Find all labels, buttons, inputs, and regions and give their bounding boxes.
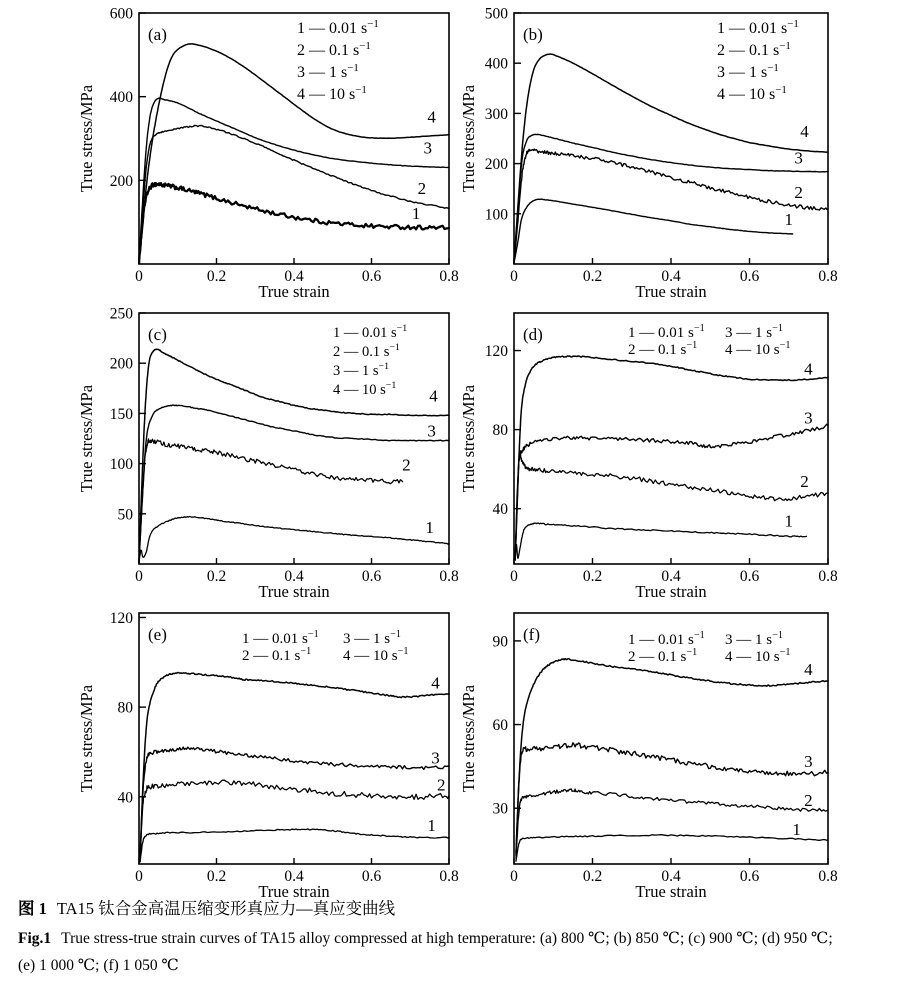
curve-2 [140,780,449,859]
y-tick-label: 100 [484,206,508,224]
chart-c [0,300,460,600]
y-tick-label: 400 [484,55,508,73]
curve-label-4: 4 [429,386,438,406]
legend-entry-3: 3 — 1 $s^{-1}$ [343,629,401,647]
y-tick-label: 200 [109,355,133,373]
x-tick-label: 0.6 [739,268,760,285]
x-axis-title: True strain [258,882,330,900]
figure-caption [18,901,910,986]
x-axis-title: True strain [258,282,330,300]
curve-label-1: 1 [784,511,793,531]
subplot-e [0,600,460,900]
curve-4 [139,44,449,263]
chart-b [460,0,920,300]
x-tick-label: 0.4 [661,268,681,285]
curve-4 [516,659,828,853]
y-tick-label: 150 [109,405,133,423]
legend-entry-4: 4 — 10 $s^{-1}$ [725,340,791,358]
x-axis-title: True strain [635,882,707,900]
chart-a [0,0,460,300]
x-tick-label: 0.2 [206,268,227,285]
caption-cn-prefix: 图 1 [18,899,47,918]
curve-label-1: 1 [792,820,801,840]
caption-english-line1 [18,931,910,947]
x-tick-label: 0 [510,268,518,285]
curve-2 [139,439,403,562]
legend-entry-3: 3 — 1 $s^{-1}$ [725,323,783,341]
x-tick-label: 0.6 [361,568,382,585]
curve-1 [140,829,449,862]
curve-1 [516,835,828,862]
caption-english-line2 [18,958,910,974]
curve-1 [139,183,449,263]
legend-entry-2: 2 — 0.1 $s^{-1}$ [242,646,312,664]
y-tick-label: 600 [109,5,133,23]
y-tick-label: 30 [492,800,508,818]
subplot-a [0,0,460,300]
x-tick-label: 0.6 [361,268,382,285]
x-tick-label: 0.6 [739,868,760,885]
legend-entry-2: 2 — 0.1 $s^{-1}$ [333,342,400,360]
panel-label: (c) [148,325,167,344]
y-tick-label: 300 [484,105,508,123]
curve-1 [515,523,806,560]
y-tick-label: 120 [484,343,508,361]
y-axis-title: True stress/MPa [460,384,478,493]
caption-cn-text: TA15 钛合金高温压缩变形真应力—真应变曲线 [56,899,396,918]
y-tick-label: 40 [492,501,508,519]
caption-en-prefix: Fig.1 [18,929,52,947]
curve-4 [140,673,449,856]
curve-label-3: 3 [431,748,440,768]
curve-3 [139,98,449,263]
y-tick-label: 120 [109,609,133,627]
legend-entry-2: 2 — 0.1 $s^{-1}$ [628,647,698,665]
chart-d [460,300,920,600]
y-tick-label: 200 [484,156,508,174]
caption-en-text2: (e) 1 000 ℃; (f) 1 050 ℃ [18,957,179,974]
x-tick-label: 0.2 [582,568,603,585]
curve-label-1: 1 [425,517,434,537]
y-axis-title: True stress/MPa [77,384,96,493]
x-tick-label: 0.2 [582,268,603,285]
panel-label: (f) [523,625,540,644]
subplot-d [460,300,920,600]
panel-label: (e) [148,625,167,644]
legend-entry-1: 1 — 0.01 $s^{-1}$ [628,323,705,341]
x-tick-label: 0.4 [661,868,681,885]
curve-label-1: 1 [427,815,436,835]
curve-label-1: 1 [411,203,421,223]
x-tick-label: 0.8 [439,868,459,885]
x-tick-label: 0.8 [818,268,838,285]
y-axis-title: True stress/MPa [460,84,478,193]
panel-label: (d) [523,325,543,344]
x-tick-label: 0.4 [284,268,304,285]
chart-e [0,600,460,900]
curve-label-3: 3 [794,148,803,168]
panel-label: (b) [523,25,543,44]
y-tick-label: 500 [484,5,508,23]
legend-entry-3: 3 — 1 $s^{-1}$ [725,630,783,648]
curve-label-4: 4 [431,673,440,693]
curve-label-2: 2 [437,775,446,795]
x-tick-label: 0.8 [439,268,459,285]
curve-label-4: 4 [804,359,813,379]
y-axis-title: True stress/MPa [77,84,96,193]
legend-entry-4: 4 — 10 $s^{-1}$ [717,84,787,103]
legend-entry-1: 1 — 0.01 $s^{-1}$ [242,629,319,647]
y-tick-label: 90 [492,633,508,651]
x-tick-label: 0.8 [818,868,838,885]
y-tick-label: 400 [109,89,133,107]
curve-2 [515,453,828,560]
curve-2 [516,789,828,858]
curve-4 [515,356,828,560]
curve-label-3: 3 [804,751,813,771]
x-tick-label: 0.2 [206,568,227,585]
subplot-c [0,300,460,600]
y-tick-label: 200 [109,172,133,190]
curve-label-4: 4 [427,107,436,127]
x-tick-label: 0.2 [206,868,227,885]
legend-entry-3: 3 — 1 $s^{-1}$ [297,62,359,81]
curve-label-2: 2 [804,790,813,810]
plot-frame [139,313,449,564]
curve-1 [139,517,449,564]
x-axis-title: True strain [258,582,330,600]
legend-entry-3: 3 — 1 $s^{-1}$ [717,62,779,81]
legend-entry-2: 2 — 0.1 $s^{-1}$ [297,40,371,59]
y-tick-label: 40 [117,789,133,807]
legend-entry-4: 4 — 10 $s^{-1}$ [333,380,397,398]
curve-label-2: 2 [417,178,427,198]
caption-chinese [18,901,910,918]
legend-entry-4: 4 — 10 $s^{-1}$ [343,646,409,664]
curve-label-3: 3 [804,408,813,428]
curve-label-2: 2 [800,471,809,491]
legend-entry-1: 1 — 0.01 $s^{-1}$ [628,630,705,648]
y-axis-title: True stress/MPa [460,684,478,793]
y-tick-label: 60 [492,717,508,735]
y-tick-label: 80 [117,699,133,717]
curve-label-2: 2 [794,183,803,203]
legend-entry-1: 1 — 0.01 $s^{-1}$ [297,18,379,37]
curve-3 [139,405,449,562]
x-tick-label: 0.8 [439,568,459,585]
x-axis-title: True strain [635,582,707,600]
x-tick-label: 0 [135,868,143,885]
subplot-f [460,600,920,900]
subplot-b [460,0,920,300]
curve-label-1: 1 [784,209,793,229]
legend-entry-4: 4 — 10 $s^{-1}$ [297,84,367,103]
curve-label-3: 3 [423,138,432,158]
x-tick-label: 0.4 [284,868,304,885]
curve-3 [140,747,449,857]
caption-en-text: True stress-true strain curves of TA15 alloy compressed at high temperature: (a) 800 ℃; (b) 850 ℃; (c) 900 ℃; (d) 950 ℃; [61,929,833,947]
chart-f [460,600,920,900]
legend-entry-1: 1 — 0.01 $s^{-1}$ [717,18,799,37]
x-tick-label: 0 [510,568,518,585]
curve-label-4: 4 [800,121,809,141]
y-tick-label: 100 [109,456,133,474]
x-tick-label: 0.8 [818,568,838,585]
legend-entry-1: 1 — 0.01 $s^{-1}$ [333,323,408,341]
legend-entry-2: 2 — 0.1 $s^{-1}$ [717,40,791,59]
panel-label: (a) [148,25,167,44]
x-tick-label: 0.2 [582,868,603,885]
curve-label-2: 2 [402,455,411,475]
curve-2 [514,149,828,263]
y-axis-title: True stress/MPa [77,684,96,793]
x-tick-label: 0 [135,268,143,285]
x-axis-title: True strain [635,282,707,300]
legend-entry-4: 4 — 10 $s^{-1}$ [725,647,791,665]
x-tick-label: 0 [510,868,518,885]
x-tick-label: 0.4 [284,568,304,585]
legend-entry-2: 2 — 0.1 $s^{-1}$ [628,340,698,358]
curve-label-4: 4 [804,659,813,679]
y-tick-label: 80 [492,422,508,440]
y-tick-label: 50 [117,506,133,524]
curve-1 [514,199,793,263]
x-tick-label: 0.6 [739,568,760,585]
x-tick-label: 0 [135,568,143,585]
curve-3 [515,424,828,560]
curve-label-3: 3 [427,421,436,441]
curve-2 [139,125,449,263]
x-tick-label: 0.4 [661,568,681,585]
x-tick-label: 0.6 [361,868,382,885]
legend-entry-3: 3 — 1 $s^{-1}$ [333,361,390,379]
y-tick-label: 250 [109,305,133,323]
